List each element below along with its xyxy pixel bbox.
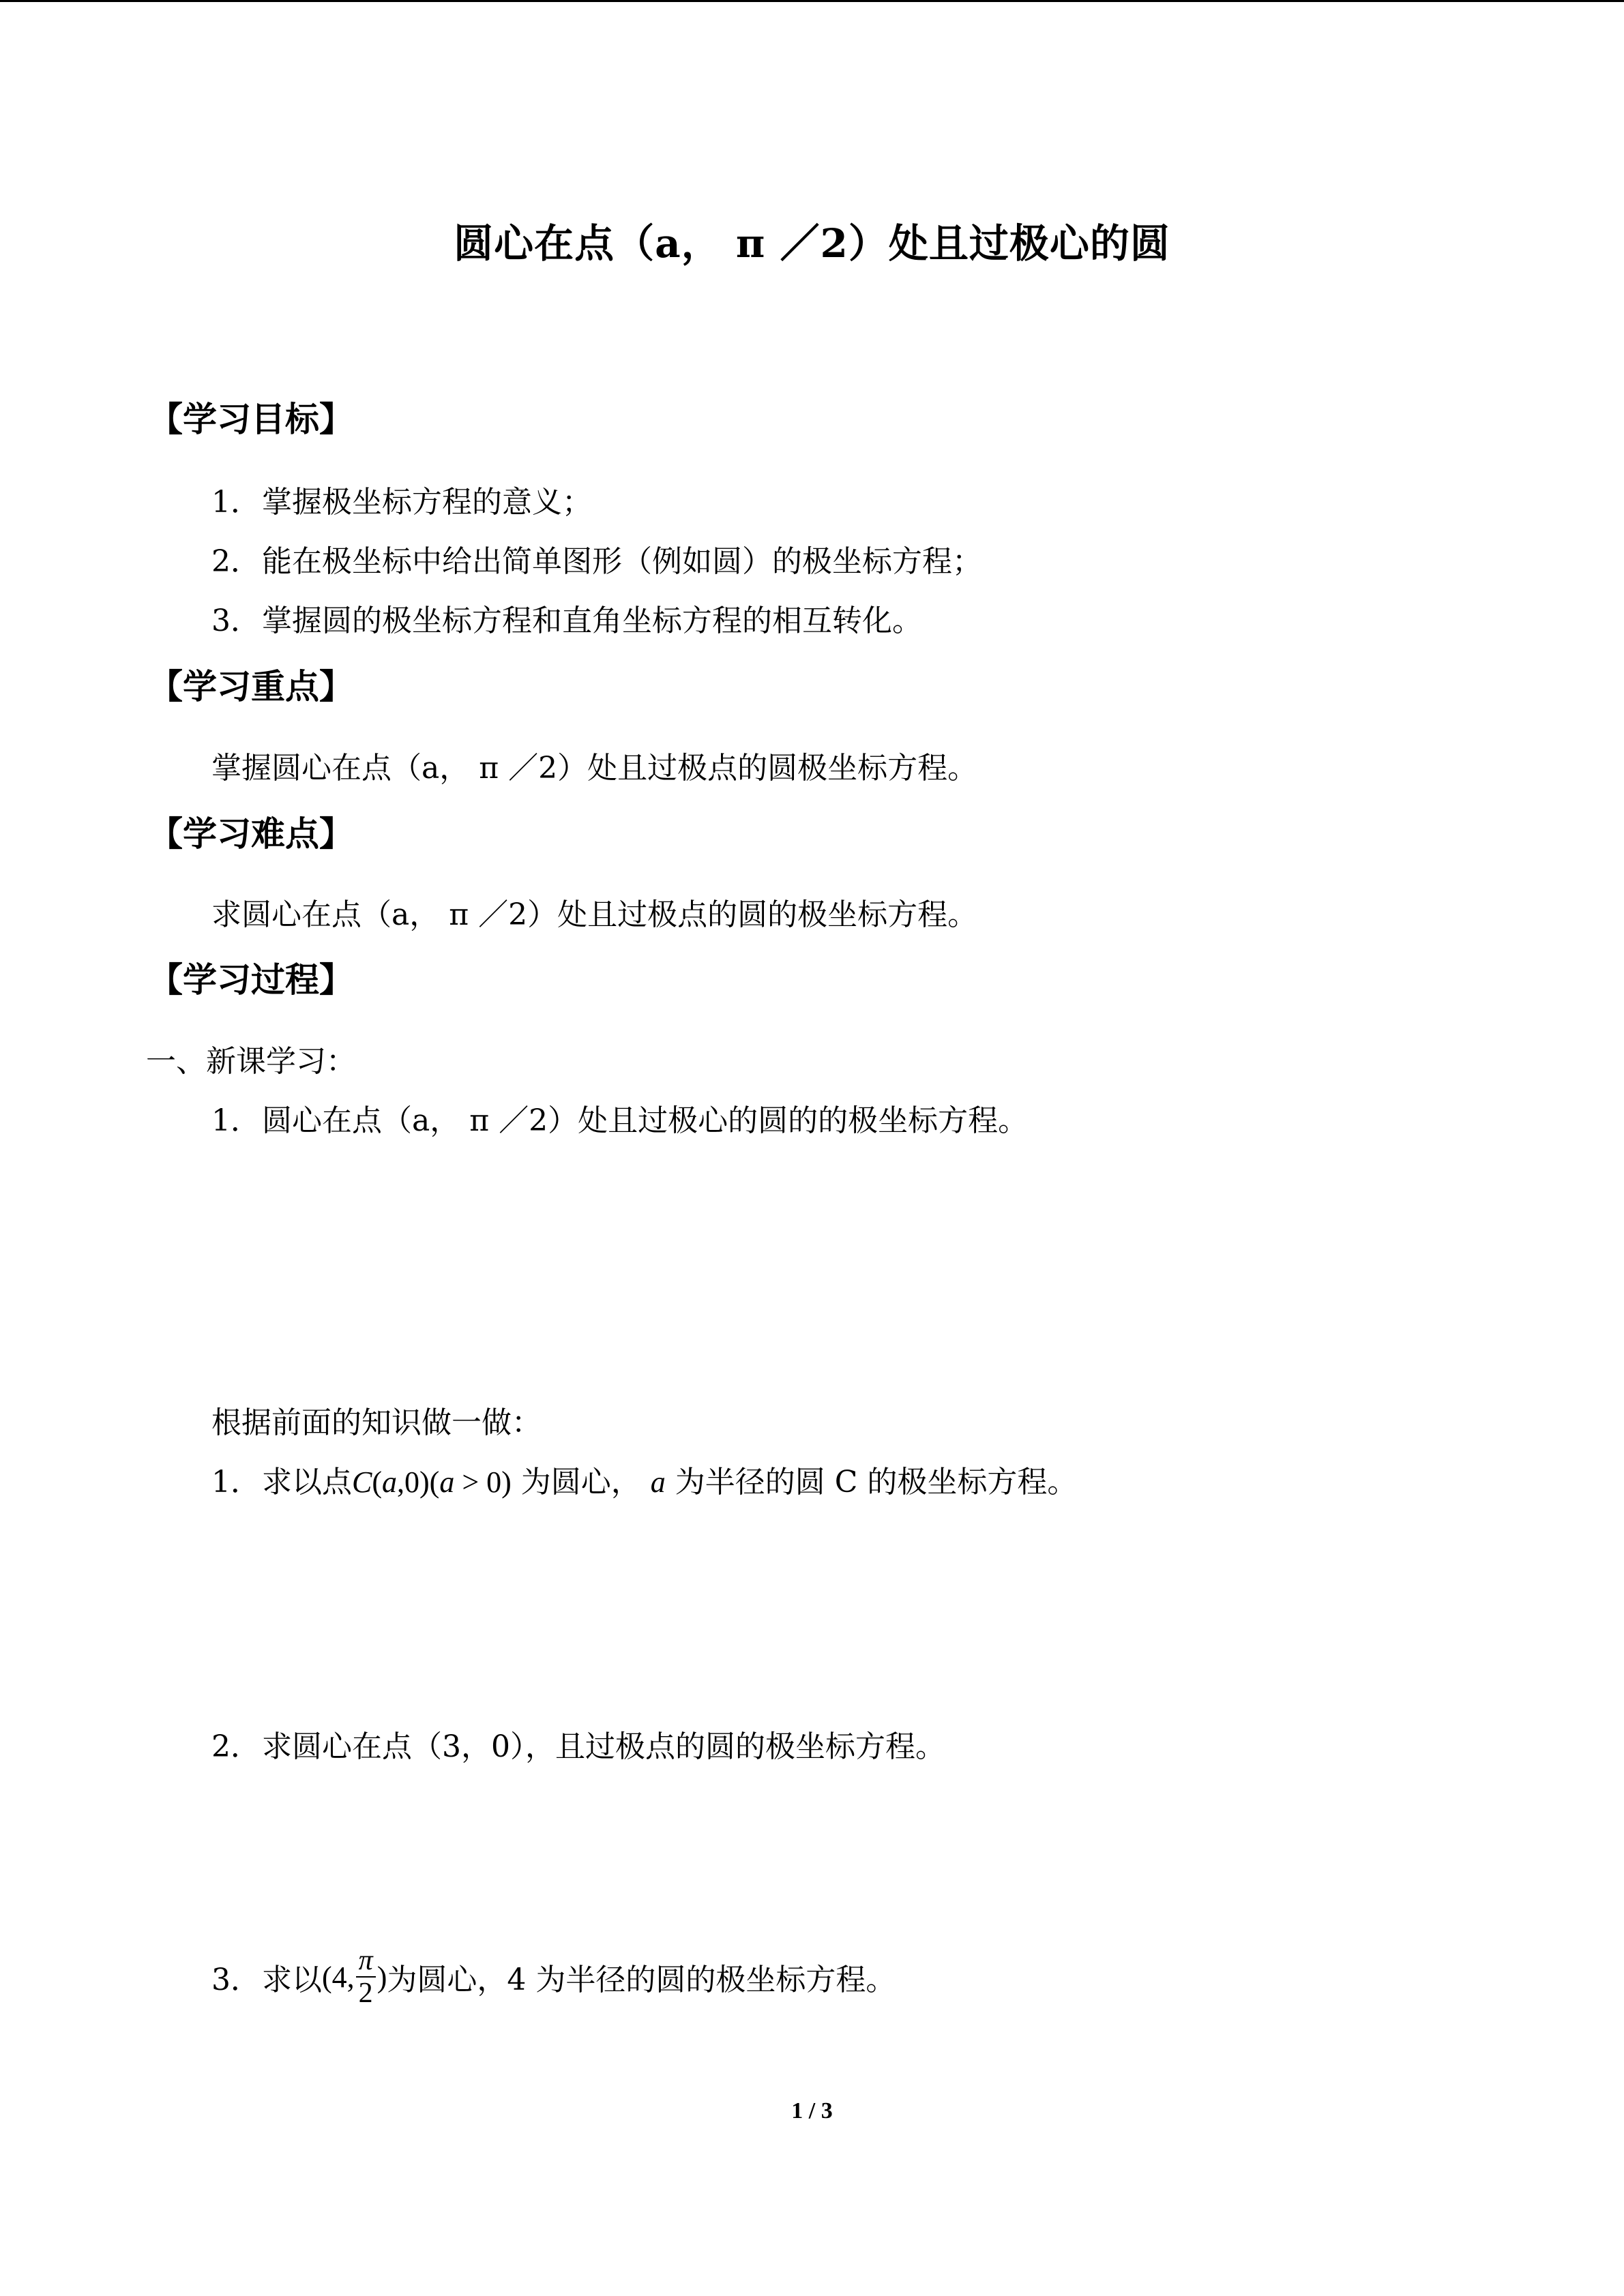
- question-suffix: 为半径的圆 C 的极坐标方程。: [665, 1465, 1078, 1500]
- item-text: 能在极坐标中给出简单图形（例如圆）的极坐标方程；: [262, 544, 982, 579]
- lesson-item: [211, 1096, 1028, 1139]
- item-text: 掌握极坐标方程的意义；: [262, 485, 592, 520]
- objectives-heading: 【学习目标】: [149, 400, 353, 439]
- difficulties-text: 求圆心在点（a， π ／2）处且过极点的圆的极坐标方程。: [211, 897, 978, 932]
- item-number: 1．: [211, 485, 261, 520]
- math-condition: > 0): [454, 1465, 512, 1499]
- item-text: 圆心在点（a， π ／2）处且过极心的圆的的极坐标方程。: [262, 1103, 1029, 1138]
- fraction-denominator: 2: [358, 1978, 373, 2009]
- math-close: ): [377, 1960, 387, 1994]
- item-text: 掌握圆的极坐标方程和直角坐标方程的相互转化。: [262, 603, 922, 638]
- key-points-text: 掌握圆心在点（a， π ／2）处且过极点的圆极坐标方程。: [211, 751, 978, 786]
- objective-item: [211, 596, 922, 640]
- practice-intro: 根据前面的知识做一做：: [211, 1405, 542, 1440]
- math-paren: (: [372, 1465, 383, 1499]
- item-number: 1．: [211, 1103, 261, 1138]
- question-text: 求圆心在点（3，0），且过极点的圆的极坐标方程。: [262, 1729, 945, 1764]
- item-number: 2．: [211, 544, 261, 579]
- difficulties-heading: 【学习难点】: [149, 814, 353, 854]
- page-top-border: [0, 0, 1624, 2]
- item-number: 3．: [211, 603, 261, 638]
- key-points-heading: 【学习重点】: [149, 667, 353, 706]
- objective-item: [211, 537, 982, 580]
- part-one-label: 一、新课学习：: [146, 1044, 356, 1079]
- question-suffix: 为圆心，4 为半径的圆的极坐标方程。: [387, 1963, 896, 1997]
- item-number: 3．: [211, 1963, 261, 1997]
- item-number: 1．: [211, 1465, 261, 1500]
- math-var-a: a: [650, 1465, 666, 1499]
- process-heading: 【学习过程】: [149, 960, 353, 1000]
- math-mid: ,0)(: [397, 1465, 440, 1499]
- math-var-c: C: [352, 1465, 372, 1499]
- question-middle: 为圆心，: [511, 1465, 641, 1500]
- question-prefix: 求以: [262, 1963, 322, 1997]
- fraction-pi-over-2: [356, 1945, 376, 2009]
- question-prefix: 求以点: [262, 1465, 352, 1500]
- page-number: 1 / 3: [791, 2098, 833, 2123]
- item-number: 2．: [211, 1729, 261, 1764]
- math-var-a: a: [382, 1465, 398, 1499]
- document-title: 圆心在点（a， π ／2）处且过极心的圆: [454, 220, 1170, 267]
- question-1: [211, 1457, 1077, 1501]
- question-3: [211, 1945, 896, 2009]
- math-var-a: a: [439, 1465, 455, 1499]
- math-open: (4,: [322, 1960, 355, 1994]
- question-2: [211, 1722, 945, 1765]
- fraction-numerator: π: [358, 1945, 373, 1976]
- objective-item: [211, 477, 592, 521]
